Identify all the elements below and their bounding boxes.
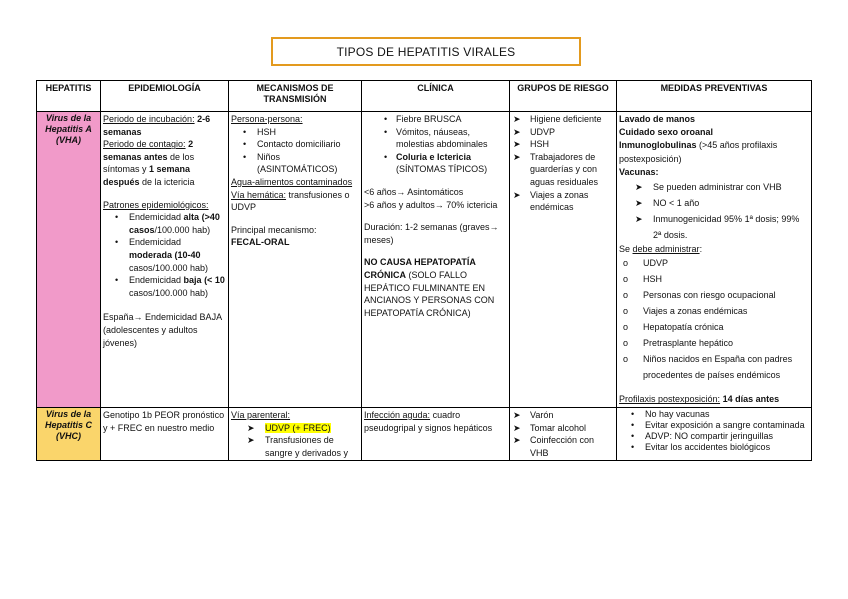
virus-name-vha: Virus de la Hepatitis A (VHA) — [37, 112, 101, 408]
table-row-vha — [37, 112, 812, 408]
persona-list — [231, 126, 359, 176]
header-medidas-preventivas: MEDIDAS PREVENTIVAS — [617, 81, 812, 112]
list-item: • Vómitos, náuseas, molestias abdominales — [364, 126, 507, 151]
list-item: ➤ UDVP (+ FREC) — [231, 422, 359, 435]
clinica-vhc — [362, 407, 510, 460]
table-row-vhc — [37, 407, 812, 460]
sintomas-list — [364, 113, 507, 176]
incubacion-value: 2-6 semanas — [103, 114, 211, 137]
list-item: ➤ HSH — [512, 138, 614, 151]
duracion: Duración: 1-2 semanas (graves→ meses) — [364, 222, 499, 245]
administrar-label: Se debe administrar: — [619, 243, 703, 254]
header-mecanismos: MECANISMOS DE TRANSMISIÓN — [229, 81, 362, 112]
list-item: ➤ Transfusiones de sangre y derivados y — [231, 434, 359, 459]
principal-value: FECAL-ORAL — [231, 237, 290, 248]
list-item: ➤ Viajes a zonas endémicas — [512, 189, 614, 214]
list-item: ➤ NO < 1 año — [619, 195, 809, 211]
medidas-vhc — [617, 407, 812, 460]
hematica: Vía hemática: transfusiones o UDVP — [231, 189, 350, 213]
list-item: o HSH — [619, 271, 809, 287]
list-item: • Endemicidad alta (>40 casos/100.000 hab) — [103, 211, 226, 236]
medidas-vha — [617, 112, 812, 408]
list-item: ➤ UDVP — [512, 126, 614, 139]
hepatitis-table — [36, 80, 812, 461]
medidas-list-vhc — [619, 409, 809, 453]
contagio-tail: de la ictericia — [139, 176, 195, 187]
list-item: ➤ Varón — [512, 409, 614, 422]
adultos-ictericia: >6 años y adultos→ 70% ictericia — [364, 199, 498, 210]
list-item: o Hepatopatía crónica — [619, 319, 809, 335]
contagio-value: 2 semanas antes — [103, 139, 194, 162]
espana-text: España→ Endemicidad BAJA (adolescentes y adultos jóvenes) — [103, 312, 222, 348]
list-item: ➤ Trabajadores de guarderías y con aguas residuales — [512, 151, 614, 189]
list-item: • Contacto domiciliario — [231, 138, 359, 151]
parenteral-label: Vía parenteral: — [231, 409, 291, 420]
contagio-label: Periodo de contagio: — [103, 139, 186, 150]
administrar-list — [619, 255, 809, 383]
header-epidemiologia: EPIDEMIOLOGÍA — [101, 81, 229, 112]
list-item: • ADVP: NO compartir jeringuillas — [619, 431, 809, 442]
mecanismos-vhc — [229, 407, 362, 460]
list-item: • Evitar los accidentes biológicos — [619, 442, 809, 453]
list-item: • Coluria e Ictericia (SÍNTOMAS TÍPICOS) — [364, 151, 507, 176]
contagio-mid: de los síntomas y — [103, 151, 195, 175]
list-item: • HSH — [231, 126, 359, 139]
cronica-note: NO CAUSA HEPATOPATÍA CRÓNICA (SOLO FALLO HEPÁTICO FULMINANTE EN ANCIANOS Y PERSONAS CON HEPATOPATÍA CRÓNICA) — [364, 257, 495, 318]
sexo-oroanal: Cuidado sexo oroanal — [619, 126, 714, 137]
postexposicion: Profilaxis postexposición: 14 días antes — [619, 394, 780, 405]
incubacion — [103, 113, 226, 138]
infeccion-aguda: Infección aguda: cuadro pseudogripal y signos hepáticos — [364, 409, 493, 433]
list-item: o Pretrasplante hepático — [619, 335, 809, 351]
list-item: ➤ Coinfección con VHB — [512, 434, 614, 459]
patrones-label: Patrones epidemiológicos: — [103, 199, 209, 210]
list-item: o UDVP — [619, 255, 809, 271]
list-item: • Endemicidad baja (< 10 casos/100.000 hab) — [103, 274, 226, 299]
list-item: o Niños nacidos en España con padres procedentes de países endémicos — [619, 351, 809, 383]
incubacion-label: Periodo de incubación: — [103, 114, 195, 124]
list-item: o Viajes a zonas endémicas — [619, 303, 809, 319]
list-item: ➤ Inmunogenicidad 95% 1ª dosis; 99% 2ª dosis. — [619, 211, 809, 243]
header-hepatitis: HEPATITIS — [37, 81, 101, 112]
list-item: ➤ Higiene deficiente — [512, 113, 614, 126]
patrones-list — [103, 211, 226, 299]
list-item: ➤ Tomar alcohol — [512, 422, 614, 435]
mecanismos-vha — [229, 112, 362, 408]
inmunoglobulinas: Inmunoglobulinas (>45 años profilaxis postexposición) — [619, 140, 778, 165]
list-item: • No hay vacunas — [619, 409, 809, 420]
table-header-row — [37, 81, 812, 112]
grupos-list-vhc — [512, 409, 614, 459]
agua-alimentos: Agua-alimentos contaminados — [231, 176, 353, 187]
list-item: • Niños (ASINTOMÁTICOS) — [231, 151, 359, 176]
contagio — [103, 138, 226, 188]
grupos-list — [512, 113, 614, 214]
vacunas-label: Vacunas: — [619, 167, 659, 178]
persona-label: Persona-persona: — [231, 114, 303, 124]
epidemiologia-vha — [101, 112, 229, 408]
lavado-manos: Lavado de manos — [619, 114, 696, 124]
ninos-asintomaticos: <6 años→ Asintomáticos — [364, 186, 464, 197]
parenteral-list — [231, 422, 359, 460]
grupos-riesgo-vha — [510, 112, 617, 408]
header-clinica: CLÍNICA — [362, 81, 510, 112]
list-item: o Personas con riesgo ocupacional — [619, 287, 809, 303]
vacunas-list — [619, 179, 809, 243]
header-grupos-riesgo: GRUPOS DE RIESGO — [510, 81, 617, 112]
list-item: • Evitar exposición a sangre contaminada — [619, 420, 809, 431]
grupos-riesgo-vhc — [510, 407, 617, 460]
list-item: • Fiebre BRUSCA — [364, 113, 507, 126]
epidemiologia-vhc: Genotipo 1b PEOR pronóstico y + FREC en nuestro medio — [101, 407, 229, 460]
list-item: • Endemicidad moderada (10-40 casos/100.000 hab) — [103, 236, 226, 274]
list-item: ➤ Se pueden administrar con VHB — [619, 179, 809, 195]
document-title: TIPOS DE HEPATITIS VIRALES — [271, 37, 581, 66]
contagio-value-2: 1 semana después — [103, 164, 191, 187]
clinica-vha — [362, 112, 510, 408]
principal-label: Principal mecanismo: — [231, 224, 317, 235]
virus-name-vhc: Virus de la Hepatitis C (VHC) — [37, 407, 101, 460]
